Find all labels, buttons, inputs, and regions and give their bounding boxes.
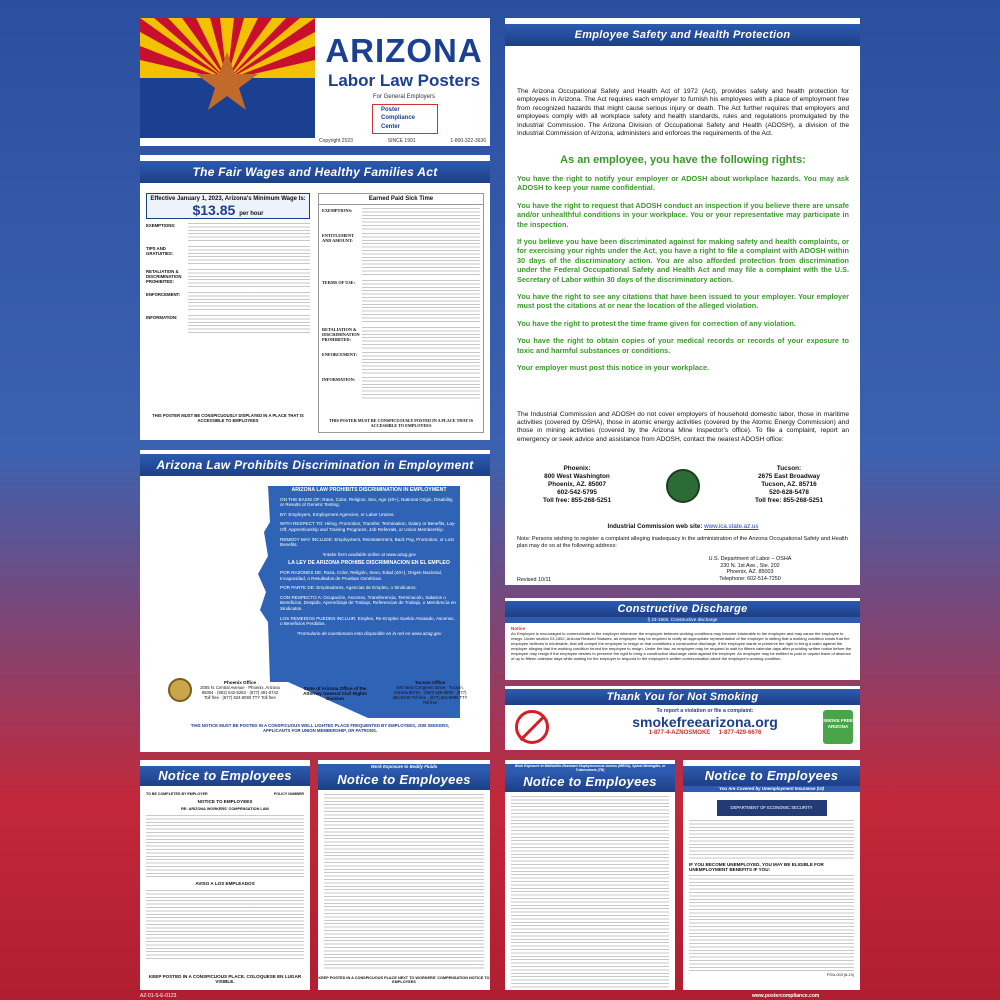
header-footer [315, 138, 490, 146]
eps-row [322, 280, 480, 324]
en-by: BY: Employers, Employment Agencies, or Labor Unions. [280, 511, 395, 517]
field-policy: POLICY NUMBER [273, 792, 304, 796]
discrimination-text [280, 488, 458, 640]
phoenix-office-title: Phoenix Office [223, 680, 257, 685]
notice-body [505, 792, 675, 990]
notice-body [318, 790, 490, 974]
office-line: 602-542-5795 [557, 489, 597, 496]
notice-body [683, 792, 860, 982]
phoenix-office [200, 680, 280, 705]
poster-audience: For General Employers [372, 94, 436, 100]
no-smoking-panel [505, 686, 860, 750]
office-line: Tucson: [776, 465, 802, 472]
osha-note: Note: Persons wishing to register a complaint alleging inadequacy in the administration of the Arizona Occupational Safety and Health plan may do so at the following address: [517, 536, 848, 549]
fine-print [362, 208, 480, 230]
fine-print [324, 794, 484, 970]
office-line: 2675 East Broadway [758, 473, 820, 480]
fine-print-lines [362, 327, 480, 349]
en-remedy: REMEDY MAY INCLUDE: Employment, Reinstatement, Back Pay, Promotion, or Lost Benefits. [280, 536, 454, 548]
fine-print [689, 875, 854, 971]
constructive-discharge-panel [505, 598, 860, 680]
fw-row-label: TIPS AND GRATUITIES: [146, 246, 174, 256]
fine-print [362, 233, 480, 277]
right-item: Your employer must post this notice in your workplace. [517, 363, 710, 373]
civil-rights-title: State of Arizona Office of the Attorney General Civil Rights Division [303, 686, 367, 701]
fine-print [362, 280, 480, 324]
poster-code: AZ-01-S-E-0123 [140, 993, 177, 999]
smokefree-phones [595, 730, 815, 736]
es-remedy: LOS REMEDIOS PUEDEN INCLUIR: Empleo, Re-Empleo Sueldo Atrasado, Ascenso, o Beneficios Perdidos. [280, 615, 455, 627]
eps-row [322, 208, 480, 230]
notice-unemployment [683, 760, 860, 990]
phone-1: 1-877-4-AZNOSMOKE [648, 730, 711, 736]
eps-row [322, 327, 480, 349]
office-line: 520-628-5478 [769, 489, 809, 496]
report-line: To report a violation or file a complaint: [656, 708, 754, 714]
fine-print [362, 377, 480, 399]
employer-fields [146, 792, 304, 797]
fine-print-lines [188, 269, 310, 289]
logo-line-1: Poster [381, 107, 400, 113]
office-line: Tucson, AZ. 85716 [761, 481, 817, 488]
fw-row [146, 223, 310, 243]
notice-kicker: Work Exposure to Methicillin-Resistant Staphylococcus Aureus (MRSA), Spinal Meningitis, or Tuberculosis (TB) [505, 764, 675, 772]
phoenix-office-lines: 2005 N. Central Avenue · Phoenix, Arizona 85004 · (602) 542-5263 · (877) 491-5742 Toll free · (877) 624-8090 TTY Toll free [200, 685, 280, 700]
fine-print-lines [188, 223, 310, 243]
right-item: You have the right to request that ADOSH conduct an inspection if you believe there are unsafe and/or unhealthful conditions in your workplace. You or your representative may participate in the inspection. [517, 200, 849, 229]
fine-print-lines [362, 208, 480, 230]
notice-workers-comp [140, 760, 310, 990]
office-line: Phoenix, AZ. 85007 [547, 481, 606, 488]
osha-intro: The Arizona Occupational Safety and Health Act of 1972 (Act), provides safety and health protection for employees in Arizona. The Act requires each employer to furnish his employees with a place of employment free from recognized hazards that might cause serious injury or death. The Act further requires that employers and employees comply with all workplace safety and health standards, rules and regulations promulgated by the Industrial Commission. The Arizona Division of Occupational Safety and Health (ADOSH), a division of the Industrial Commission of Arizona, administers and enforces the requirements of the Act. [517, 88, 849, 138]
des-logo: DEPARTMENT OF ECONOMIC SECURITY [717, 800, 827, 816]
fine-print-lines [689, 875, 854, 971]
pcc-logo [372, 104, 438, 134]
fw-row-label: EXEMPTIONS: [146, 223, 176, 228]
minimum-wage-value [147, 202, 309, 218]
tucson-office-lines: 400 West Congress Street · Tucson, Arizona 85701 · (520) 628-6500 · (877) 491-5740 Toll free · (877) 624-8090 TTY Toll free [392, 685, 468, 705]
es-heading: LA LEY DE ARIZONA PROHIBE DISCRIMINACION EN EL EMPLEO [288, 560, 450, 567]
fine-print-lines [188, 246, 310, 266]
fair-wages-panel [140, 155, 490, 440]
eps-row-label: TERMS OF USE: [322, 280, 356, 285]
notice-banner: Notice to Employees [505, 772, 675, 792]
right-item: You have the right to obtain copies of your medical records or records of your exposure to toxic and harmful substances or conditions. [517, 336, 849, 355]
field-employer: TO BE COMPLETED BY EMPLOYER [146, 792, 208, 796]
website-link[interactable]: www.ica.state.az.us [704, 523, 759, 530]
keep-posted: KEEP POSTED IN A CONSPICUOUS PLACE NEXT TO WORKERS' COMPENSATION NOTICE TO EMPLOYEES [318, 976, 490, 984]
smokefree-site: smokefreearizona.org [632, 714, 778, 730]
fair-wages-footer: THIS POSTER MUST BE CONSPICUOUSLY DISPLAYED IN A PLACE THAT IS ACCESSIBLE TO EMPLOYEES [152, 413, 304, 423]
right-item: If you believe you have been discriminated against for making safety and health complaints, or for exercising your rights under the Act, you have a right to file a complaint with ADOSH within 30 days of the discriminatory action. You are also afforded protection from discrimination under the Federal Occupational Safety and Health Act and may file a complaint with the U.S. Secretary of Labor within 30 days of the discriminatory action. [517, 237, 849, 284]
right-item: You have the right to notify your employer or ADOSH about workplace hazards. You may ask ADOSH to keep your name confidential. [517, 174, 849, 193]
notice-kicker: Work Exposure to Bodily Fluids [318, 764, 490, 770]
fw-row [146, 246, 310, 266]
fine-print [146, 815, 304, 879]
civil-rights-offices [200, 680, 470, 705]
constructive-discharge-banner: Constructive Discharge [505, 601, 860, 617]
adosh-tucson [729, 465, 849, 505]
eps-title: Earned Paid Sick Time [319, 194, 483, 205]
fine-print [188, 315, 310, 335]
es-respect: CON RESPECTO A: Ocupación, Ascenso, Transferencia, Terminación, Salarios o Beneficios, Despido, Aprendizaje de Trabajo, Referencias de Trabajo, o Membrecía en Sindicatos. [280, 594, 456, 611]
fine-print [188, 246, 310, 266]
fine-print-lines [362, 352, 480, 374]
copyright: Copyright 2023 [319, 138, 353, 144]
minimum-wage-box [146, 193, 310, 219]
es-intake: *Formulario de cuestionario esta disponible en la red en www.azag.gov [296, 630, 442, 636]
form-code: POU-003 (8-19) [826, 973, 854, 978]
logo-line-3: Center [381, 123, 401, 130]
usdol-line: Telephone: 602-514-7250 [719, 575, 781, 582]
notice-bodily-fluids [318, 760, 490, 990]
eps-footer: THIS POSTER MUST BE CONSPICUOUSLY POSTED IN A PLACE THAT IS ACCESSIBLE TO EMPLOYEES [328, 418, 474, 428]
arizona-flag-icon [140, 18, 315, 138]
fair-wages-banner: The Fair Wages and Healthy Families Act [140, 161, 490, 183]
en-respect: WITH RESPECT TO: Hiring, Promotion, Transfer, Termination, Salary or Benefits, Lay-Off, Apprenticeship and Training Programs, Job Referrals, or Union Membership. [280, 521, 456, 532]
website-label: Industrial Commission web site: [607, 523, 703, 530]
fw-row-label: RETALIATION & DISCRIMINATION PROHIBITED: [146, 269, 182, 284]
fine-print-lines [362, 280, 480, 324]
fine-print-lines [689, 820, 854, 860]
poster-site[interactable]: www.postercompliance.com [752, 993, 820, 999]
minimum-wage-amount: $13.85 [192, 202, 236, 218]
office-line: Phoenix: [563, 465, 591, 472]
tucson-office-title: Tucson Office [414, 680, 446, 685]
commission-website [517, 523, 849, 530]
header-phone: 1-800-322-3636 [450, 138, 486, 144]
fine-print [188, 292, 310, 312]
spanish-heading: AVISO A LOS EMPLEADOS [195, 881, 255, 887]
arizona-header [140, 18, 490, 146]
fine-print-lines [146, 815, 304, 879]
usdol-line: U.S. Department of Labor – OSHA [708, 556, 792, 562]
notice-banner: Notice to Employees [683, 766, 860, 786]
logo-line-2: Compliance [381, 115, 416, 122]
constructive-discharge-text: An Employee is encouraged to communicate to the employer whenever the employee believes working conditions may become intolerable to the employee and may cause the employee to resign. Under section 23-1502, Arizona Revised Statutes, an employee may be required to notify an appropriate representative of the employer in writing that a working condition exists that the employee believes is intolerable, that will compel the employee to resign or that constitutes a constructive discharge, if the employee wants to preserve the right to bring a claim against the employer alleging that the working condition forced the employee to resign. Under the law, an employee may be required to wait for fifteen calendar days after providing written notice before the employee may resign if the employee desires to preserve the right to bring a constructive discharge claim against the employer. An employee may be entitled to paid or unpaid leave of absence of up to fifteen calendar days while waiting for the employer to respond to the employee's written communication about the employee's working condition. [511, 631, 852, 661]
fine-print-lines [511, 796, 669, 988]
osha-revised: Revised 10/11 [517, 577, 552, 583]
eps-row-label: EXEMPTIONS: [322, 208, 353, 213]
notice-banner: Notice to Employees [140, 766, 310, 786]
fine-print [362, 327, 480, 349]
office-line: Toll free: 855-268-5251 [754, 497, 824, 504]
fine-print [689, 820, 854, 860]
poster-title: ARIZONA [325, 32, 483, 69]
discrimination-panel [140, 450, 490, 752]
fw-row [146, 269, 310, 289]
eps-row-label: INFORMATION: [322, 377, 356, 382]
notice-kicker: You Are Covered by Unemployment Insurance (UI) [683, 786, 860, 792]
eps-row [322, 352, 480, 374]
logo-since: SINCE 1991 [387, 138, 416, 144]
fine-print-lines [362, 377, 480, 399]
tucson-office [390, 680, 470, 705]
es-by: POR PARTE DE: Empleadores, Agencias de Empleo, o Sindicatos. [280, 585, 417, 591]
usdol-line: Phoenix, AZ. 85003 [726, 569, 774, 576]
discrimination-banner: Arizona Law Prohibits Discrimination in Employment [140, 454, 490, 476]
attorney-general-seal-icon [168, 678, 192, 702]
notice-subheading: RE: ARIZONA WORKERS' COMPENSATION LAW [181, 807, 269, 812]
fine-print [362, 352, 480, 374]
industrial-commission-seal-icon [666, 469, 700, 503]
rights-list [517, 174, 849, 381]
osha-coverage: The Industrial Commission and ADOSH do not cover employers of household domestic labor, those in maritime activities (covered by OSHA), those in atomic energy activities (covered by the Atomic Energy Commission) and those in mining activities (covered by the Arizona Mine Inspector's office). To file a complaint, report an emergency or seek advice and assistance from ADOSH, contact the nearest ADOSH office: [517, 411, 849, 443]
usdol-line: 230 N. 1st Ave., Ste. 202 [720, 562, 780, 569]
fine-print [146, 890, 304, 960]
en-basis: ON THE BASIS OF: Race, Color, Religion, Sex, Age (40+), National Origin, Disability, or Results of Genetic Testing. [280, 496, 454, 508]
eps-row [322, 233, 480, 277]
office-line: Toll free: 855-268-5251 [542, 497, 612, 504]
eps-row-label: ENFORCEMENT: [322, 352, 358, 357]
earned-paid-sick-time-box [318, 193, 484, 433]
fw-row [146, 315, 310, 335]
office-line: 800 West Washington [544, 473, 610, 480]
poster-subtitle: Labor Law Posters [327, 71, 481, 90]
right-item: You have the right to protest the time frame given for correction of any violation. [517, 318, 796, 328]
constructive-discharge-body [505, 623, 860, 664]
constructive-discharge-sub: § 23-1502. Constructive discharge [505, 617, 860, 623]
fw-row [146, 292, 310, 312]
eligibility-heading: IF YOU BECOME UNEMPLOYED, YOU MAY BE ELIGIBLE FOR UNEMPLOYMENT BENEFITS IF YOU: [689, 862, 824, 872]
notice-body [140, 786, 310, 964]
rights-heading: As an employee, you have the following rights: [560, 154, 806, 166]
en-heading: ARIZONA LAW PROHIBITS DISCRIMINATION IN EMPLOYMENT [291, 487, 447, 493]
fine-print [188, 223, 310, 243]
fine-print [511, 796, 669, 988]
es-basis: POR RAZONES DE: Raza, Color, Religión, Sexo, Edad (40+), Origen Nacional, Incapacidad, o Resultados de Pruebas Genéticas. [280, 569, 442, 581]
adosh-phoenix [517, 465, 637, 505]
minimum-wage-line: Effective January 1, 2023, Arizona's Minimum Wage Is: [150, 196, 306, 202]
usdol-address [655, 556, 845, 582]
safety-health-panel [505, 18, 860, 585]
fair-wages-rows [146, 223, 310, 338]
civil-rights-division [295, 680, 375, 705]
notice-label: Notice [511, 626, 526, 631]
fw-row-label: ENFORCEMENT: [146, 292, 181, 297]
safety-health-banner: Employee Safety and Health Protection [505, 24, 860, 46]
smoke-free-badge: SMOKE FREE ARIZONA [823, 710, 853, 744]
eps-row-label: RETALIATION & DISCRIMINATION PROHIBITED: [322, 327, 360, 342]
right-item: You have the right to see any citations that have been issued to your employer. Your employer must post the citations at or near the location of the alleged violation. [517, 292, 849, 311]
no-smoking-banner: Thank You for Not Smoking [505, 689, 860, 705]
no-smoking-info [595, 708, 815, 736]
fine-print-lines [146, 890, 304, 960]
fw-row-label: INFORMATION: [146, 315, 178, 320]
fine-print-lines [362, 233, 480, 277]
en-intake: *Intake form available online at www.azag.gov [322, 551, 416, 557]
fine-print-lines [188, 292, 310, 312]
discrimination-footer: THIS NOTICE MUST BE POSTED IN A CONSPICUOUS WELL LIGHTED PLACE FREQUENTED BY EMPLOYEES, JOB SEEKERS, APPLICANTS FOR UNION MEMBERSHIP, OR PATRONS. [190, 723, 450, 733]
no-smoking-icon [515, 710, 549, 744]
minimum-wage-unit: per hour [239, 211, 264, 217]
fine-print-lines [188, 315, 310, 335]
notice-banner: Notice to Employees [318, 770, 490, 790]
fine-print [188, 269, 310, 289]
keep-posted: KEEP POSTED IN A CONSPICUOUS PLACE. COLOQUESE EN LUGAR VISIBLE. [148, 974, 302, 984]
eps-row-label: ENTITLEMENT AND AMOUNT: [322, 233, 354, 243]
adosh-offices [517, 465, 849, 505]
notice-mrsa [505, 760, 675, 990]
fine-print-lines [324, 794, 484, 970]
eps-row [322, 377, 480, 399]
phone-2: 1-877-429-6676 [718, 730, 762, 736]
notice-heading: NOTICE TO EMPLOYEES [197, 798, 253, 804]
